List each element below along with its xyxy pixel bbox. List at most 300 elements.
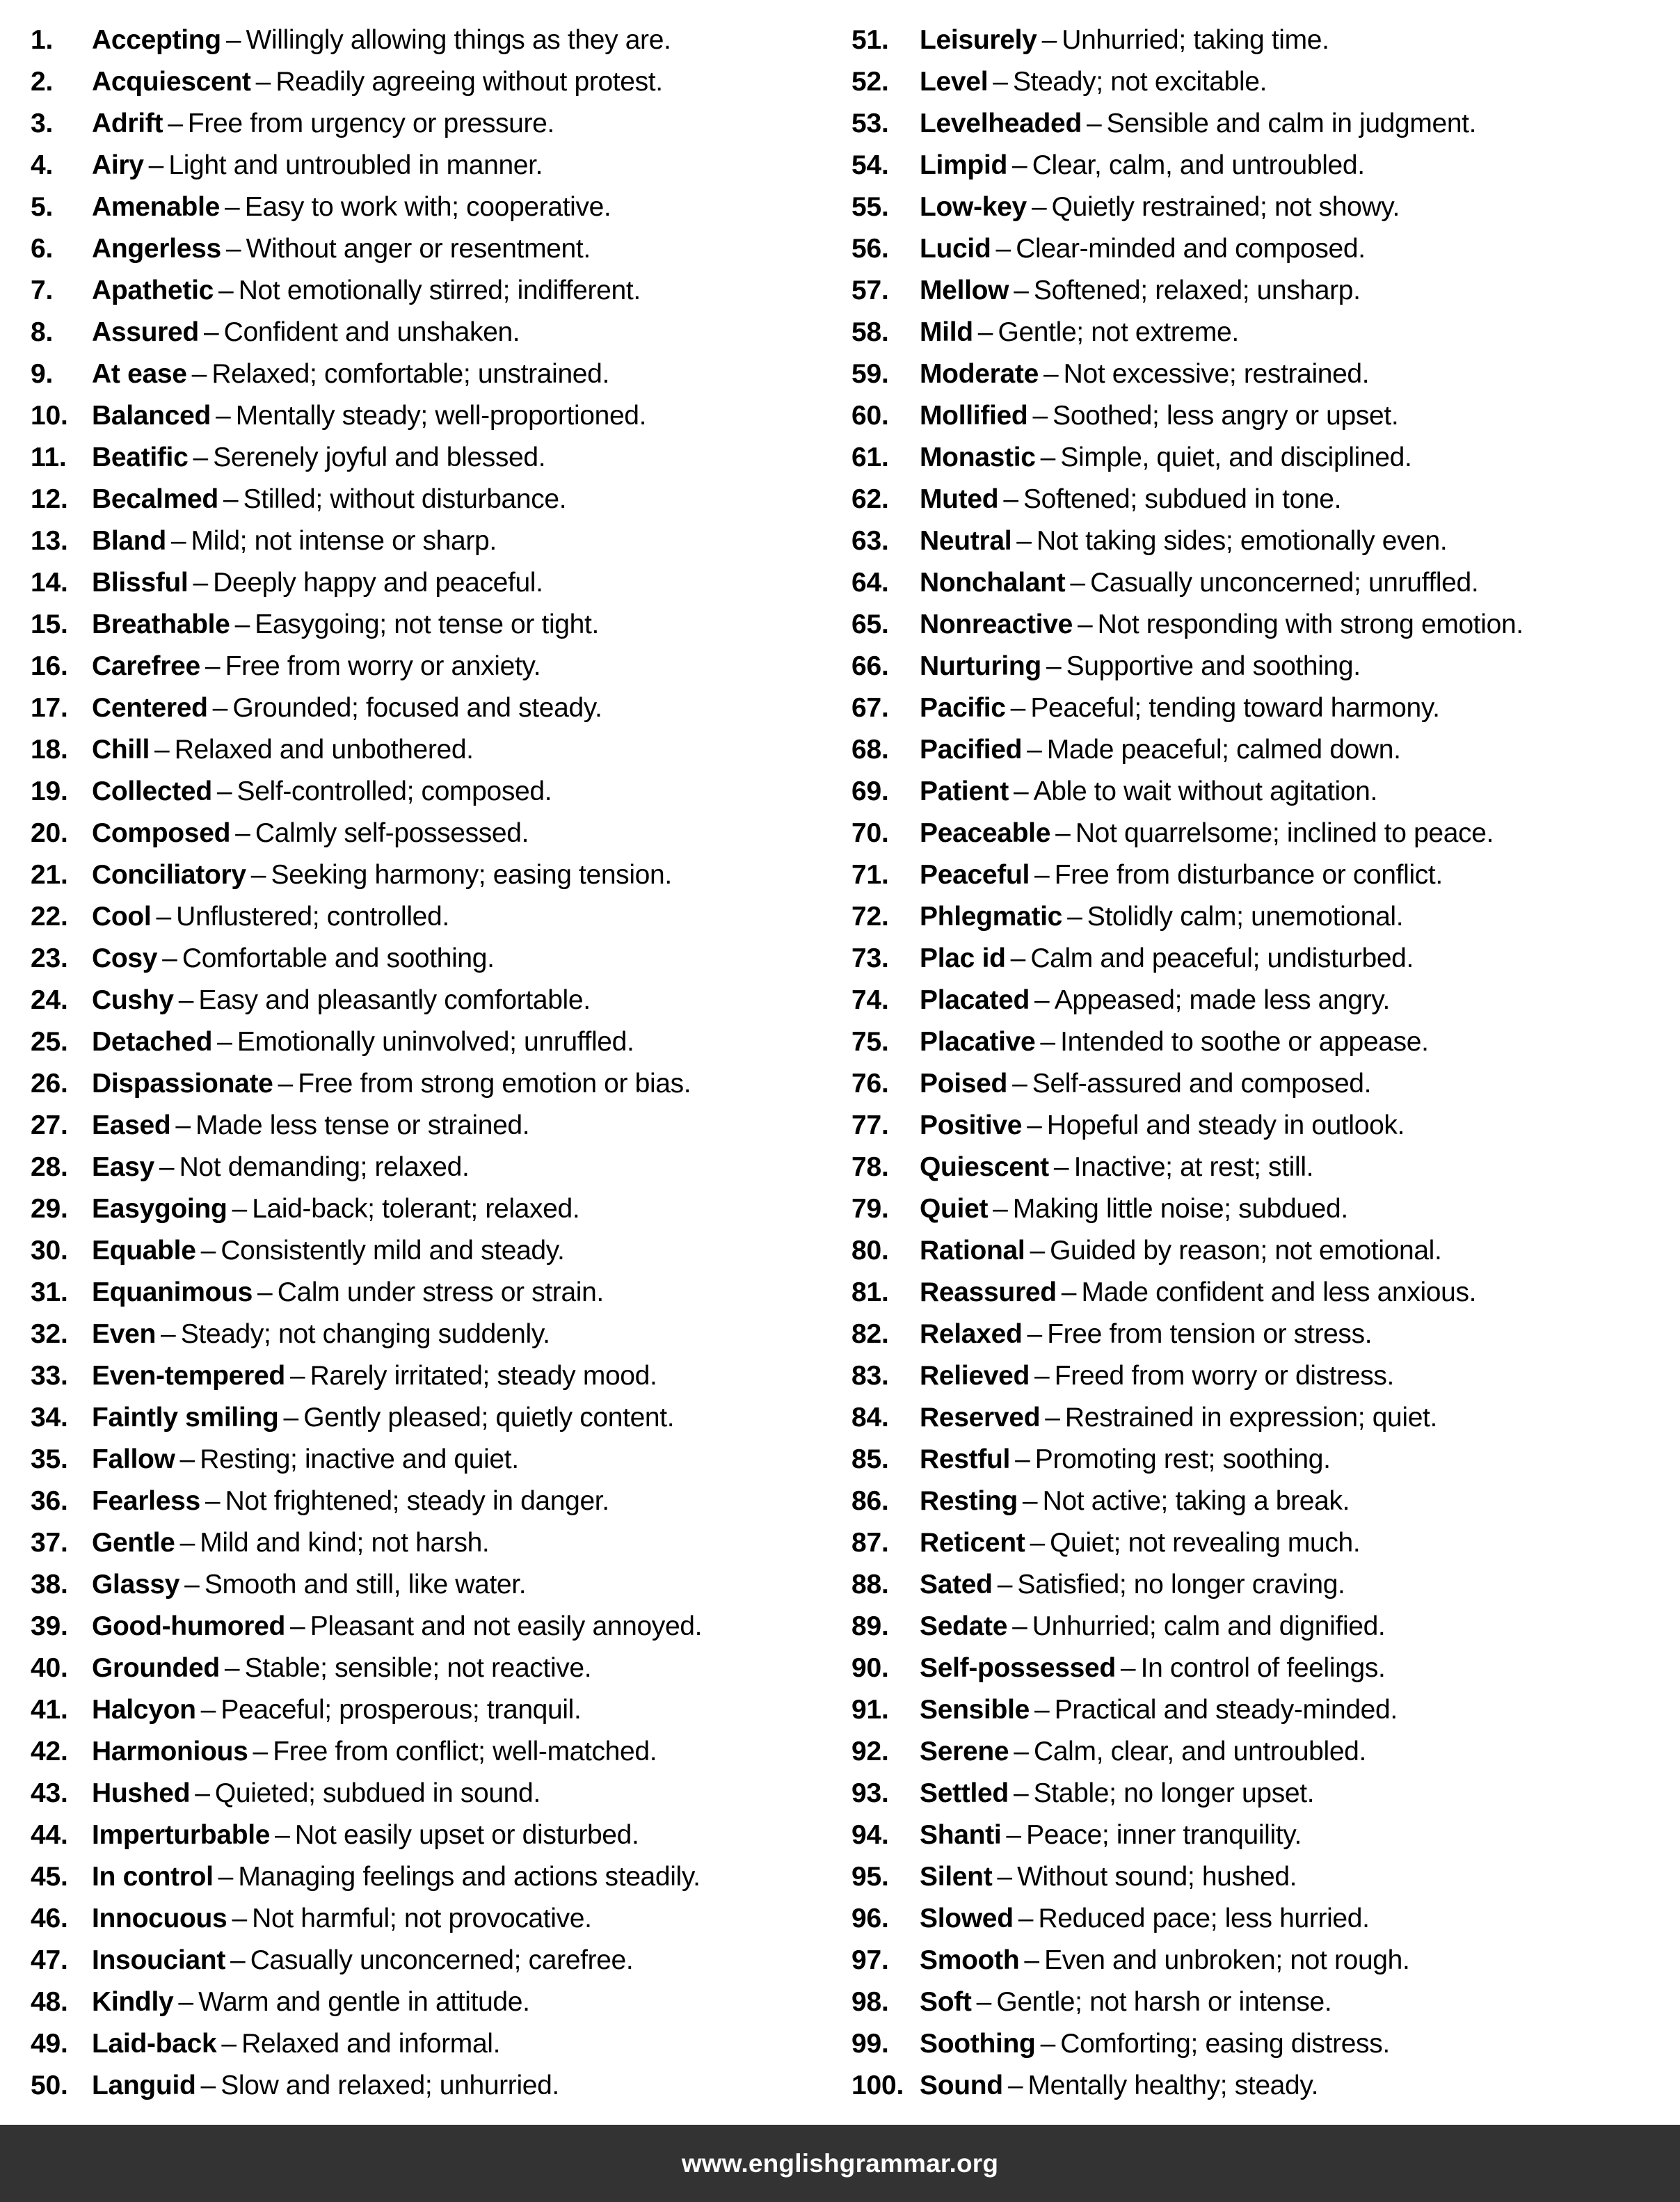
list-item-number: 3. — [31, 109, 54, 138]
list-item-separator: – — [193, 568, 209, 598]
list-item — [31, 395, 833, 437]
list-item-separator: – — [170, 526, 186, 556]
list-item-number: 84. — [851, 1403, 889, 1433]
list-item-term: Pacific — [920, 693, 1006, 723]
list-item-definition: Grounded; focused and steady. — [232, 693, 602, 723]
list-item-number: 36. — [31, 1486, 68, 1516]
list-item-separator: – — [193, 442, 209, 472]
list-item-number: 83. — [851, 1361, 889, 1391]
list-item — [31, 1731, 833, 1773]
list-item-number: 91. — [851, 1695, 889, 1725]
list-item-number: 22. — [31, 902, 68, 932]
list-item-term: Levelheaded — [920, 109, 1082, 138]
list-item-term: Leisurely — [920, 25, 1037, 55]
list-item-definition: Not easily upset or disturbed. — [294, 1820, 639, 1850]
list-item-term: Hushed — [92, 1778, 191, 1808]
list-item — [31, 19, 833, 61]
list-item-number: 98. — [851, 1987, 889, 2017]
list-item-definition: Self-assured and composed. — [1032, 1069, 1372, 1099]
list-item-definition: Consistently mild and steady. — [221, 1236, 565, 1266]
list-item-number: 19. — [31, 776, 68, 806]
list-item-definition: Simple, quiet, and disciplined. — [1060, 442, 1412, 472]
list-item-separator: – — [200, 1695, 216, 1725]
list-item-number: 86. — [851, 1486, 889, 1516]
list-item — [851, 186, 1673, 228]
list-item-separator: – — [191, 359, 207, 389]
list-item-separator: – — [1120, 1653, 1136, 1683]
list-item-definition: Freed from worry or distress. — [1054, 1361, 1395, 1391]
list-item-separator: – — [1032, 401, 1048, 431]
list-item-separator: – — [275, 1820, 290, 1850]
list-item-definition: Easygoing; not tense or tight. — [255, 609, 599, 639]
list-item-term: Equanimous — [92, 1277, 253, 1307]
list-item-term: Innocuous — [92, 1904, 227, 1933]
list-item — [31, 479, 833, 520]
list-item — [851, 604, 1673, 646]
list-item-term: Easygoing — [92, 1194, 227, 1224]
list-item — [31, 1230, 833, 1272]
list-item-definition: Readily agreeing without protest. — [275, 67, 663, 97]
list-item-number: 54. — [851, 150, 889, 180]
list-item-separator: – — [1030, 1236, 1046, 1266]
list-item — [31, 1021, 833, 1063]
list-item-separator: – — [993, 67, 1008, 97]
list-item — [851, 1147, 1673, 1188]
list-item-separator: – — [1040, 2029, 1056, 2059]
list-item-separator: – — [1040, 442, 1056, 472]
list-item-number: 70. — [851, 818, 889, 848]
list-item — [851, 270, 1673, 312]
list-item-term: Sedate — [920, 1611, 1008, 1641]
list-item-definition: Appeased; made less angry. — [1054, 985, 1391, 1015]
list-item-separator: – — [161, 1319, 176, 1349]
list-item-separator: – — [216, 401, 231, 431]
list-item-term: Glassy — [92, 1570, 180, 1599]
list-item — [851, 228, 1673, 270]
list-item-separator: – — [278, 1069, 294, 1099]
list-item-number: 20. — [31, 818, 68, 848]
list-item — [31, 1940, 833, 1981]
list-item-definition: Practical and steady-minded. — [1054, 1695, 1398, 1725]
list-item-number: 44. — [31, 1820, 68, 1850]
list-item-term: Detached — [92, 1027, 213, 1057]
list-item-term: Airy — [92, 150, 144, 180]
list-item-definition: Smooth and still, like water. — [204, 1570, 527, 1599]
list-item-term: Slowed — [920, 1904, 1014, 1933]
list-item-definition: Quieted; subdued in sound. — [214, 1778, 541, 1808]
list-item-definition: Stilled; without disturbance. — [243, 484, 567, 514]
list-item-number: 21. — [31, 860, 68, 890]
list-item — [31, 186, 833, 228]
list-item-definition: Softened; subdued in tone. — [1023, 484, 1342, 514]
list-item-definition: Not emotionally stirred; indifferent. — [238, 276, 641, 305]
list-item-definition: Calm, clear, and untroubled. — [1034, 1737, 1366, 1766]
list-item-definition: Free from tension or stress. — [1047, 1319, 1373, 1349]
list-item-definition: Not quarrelsome; inclined to peace. — [1075, 818, 1494, 848]
list-item-number: 28. — [31, 1152, 68, 1182]
list-item-number: 14. — [31, 568, 68, 598]
list-item — [851, 395, 1673, 437]
footer-website-url[interactable]: www.englishgrammar.org — [681, 2148, 999, 2178]
list-item — [851, 562, 1673, 604]
list-item — [851, 1814, 1673, 1856]
list-item-separator: – — [156, 902, 172, 932]
list-item-separator: – — [225, 25, 241, 55]
list-item-separator: – — [1013, 776, 1029, 806]
list-item — [31, 1188, 833, 1230]
list-item-number: 42. — [31, 1737, 68, 1766]
list-item-number: 74. — [851, 985, 889, 1015]
list-item-term: Fearless — [92, 1486, 200, 1516]
list-item-term: Pacified — [920, 735, 1023, 765]
list-item-term: Kindly — [92, 1987, 174, 2017]
list-item-number: 99. — [851, 2029, 889, 2059]
list-item — [851, 771, 1673, 813]
list-item-term: Reassured — [920, 1277, 1057, 1307]
list-item-term: Accepting — [92, 25, 221, 55]
list-item-definition: Relaxed and informal. — [241, 2029, 501, 2059]
list-item-number: 23. — [31, 943, 68, 973]
list-item-definition: Emotionally uninvolved; unruffled. — [237, 1027, 634, 1057]
list-item-definition: Supportive and soothing. — [1066, 651, 1361, 681]
list-item-separator: – — [1027, 1319, 1043, 1349]
list-item-definition: Made peaceful; calmed down. — [1046, 735, 1401, 765]
list-item-definition: Free from conflict; well-matched. — [273, 1737, 657, 1766]
list-item-separator: – — [232, 1904, 248, 1933]
list-item — [851, 1021, 1673, 1063]
list-item-definition: Quiet; not revealing much. — [1050, 1528, 1361, 1558]
list-item-number: 29. — [31, 1194, 68, 1224]
list-item-separator: – — [977, 317, 993, 347]
list-item-separator: – — [179, 1444, 195, 1474]
list-item-definition: Able to wait without agitation. — [1033, 776, 1377, 806]
list-item-number: 26. — [31, 1069, 68, 1099]
list-item-number: 30. — [31, 1236, 68, 1266]
list-item-number: 15. — [31, 609, 68, 639]
list-item-definition: Restrained in expression; quiet. — [1064, 1403, 1438, 1433]
list-item-number: 77. — [851, 1110, 889, 1140]
list-item-definition: Calm under stress or strain. — [277, 1277, 604, 1307]
list-item-term: Adrift — [92, 109, 163, 138]
list-item-number: 16. — [31, 651, 68, 681]
list-item-separator: – — [1013, 1778, 1029, 1808]
list-item-number: 89. — [851, 1611, 889, 1641]
list-item-number: 27. — [31, 1110, 68, 1140]
list-item — [851, 1522, 1673, 1564]
list-item-definition: Guided by reason; not emotional. — [1050, 1236, 1442, 1266]
list-item — [31, 1981, 833, 2023]
list-item-definition: Made confident and less anxious. — [1081, 1277, 1477, 1307]
list-item-number: 46. — [31, 1904, 68, 1933]
list-item-definition: Even and unbroken; not rough. — [1044, 1945, 1410, 1975]
list-item — [31, 353, 833, 395]
list-item-number: 88. — [851, 1570, 889, 1599]
list-item — [851, 1063, 1673, 1105]
list-item-term: Low-key — [920, 192, 1027, 222]
list-item-separator: – — [1007, 2071, 1023, 2100]
list-item-separator: – — [178, 985, 194, 1015]
list-item-term: Soft — [920, 1987, 972, 2017]
list-item-definition: Without anger or resentment. — [246, 234, 591, 264]
list-item-number: 31. — [31, 1277, 68, 1307]
list-item-term: Quiescent — [920, 1152, 1049, 1182]
list-item-number: 56. — [851, 234, 889, 264]
list-item — [31, 1355, 833, 1397]
list-item — [31, 687, 833, 729]
list-item-definition: Intended to soothe or appease. — [1060, 1027, 1429, 1057]
list-item — [31, 1063, 833, 1105]
list-item — [31, 896, 833, 938]
list-item-definition: Deeply happy and peaceful. — [213, 568, 543, 598]
list-item-number: 67. — [851, 693, 889, 723]
list-item-term: Mild — [920, 317, 973, 347]
list-item-number: 78. — [851, 1152, 889, 1182]
list-item-number: 24. — [31, 985, 68, 1015]
list-item-definition: Warm and gentle in attitude. — [198, 1987, 530, 2017]
list-item — [851, 1355, 1673, 1397]
list-item-definition: Self-controlled; composed. — [237, 776, 552, 806]
list-item-separator: – — [1086, 109, 1102, 138]
list-item — [851, 1981, 1673, 2023]
list-item-term: Peaceful — [920, 860, 1030, 890]
list-item-term: Monastic — [920, 442, 1036, 472]
list-item-separator: – — [1024, 1945, 1040, 1975]
list-item — [31, 1814, 833, 1856]
list-item-term: Nonchalant — [920, 568, 1066, 598]
list-item — [31, 562, 833, 604]
list-item-separator: – — [1010, 693, 1026, 723]
list-item-separator: – — [1041, 25, 1057, 55]
list-item — [851, 1272, 1673, 1314]
list-item-definition: Peaceful; prosperous; tranquil. — [221, 1695, 582, 1725]
list-item-separator: – — [224, 1653, 240, 1683]
list-item-number: 8. — [31, 317, 54, 347]
list-item-number: 85. — [851, 1444, 889, 1474]
list-item-definition: Making little noise; subdued. — [1012, 1194, 1348, 1224]
list-item-number: 82. — [851, 1319, 889, 1349]
list-item-definition: Unflustered; controlled. — [176, 902, 449, 932]
list-item-separator: – — [1040, 1027, 1056, 1057]
list-item-definition: Unhurried; taking time. — [1062, 25, 1329, 55]
list-item-definition: Hopeful and steady in outlook. — [1046, 1110, 1405, 1140]
list-item-separator: – — [162, 943, 177, 973]
list-item-term: Becalmed — [92, 484, 218, 514]
list-item-separator: – — [1010, 943, 1026, 973]
list-item-number: 69. — [851, 776, 889, 806]
list-item-separator: – — [250, 860, 266, 890]
list-item-definition: Light and untroubled in manner. — [168, 150, 543, 180]
list-item-separator: – — [1077, 609, 1093, 639]
list-item-number: 33. — [31, 1361, 68, 1391]
list-item-separator: – — [1022, 1486, 1038, 1516]
list-item — [851, 1188, 1673, 1230]
list-item-definition: Free from disturbance or conflict. — [1054, 860, 1443, 890]
list-item-separator: – — [997, 1862, 1013, 1892]
list-item-number: 40. — [31, 1653, 68, 1683]
list-item — [31, 312, 833, 353]
list-item — [31, 1272, 833, 1314]
list-item-separator: – — [154, 735, 170, 765]
list-item-term: Placative — [920, 1027, 1036, 1057]
list-item — [31, 729, 833, 771]
list-item-separator: – — [1034, 985, 1050, 1015]
list-item-number: 50. — [31, 2071, 68, 2100]
list-item-definition: Quietly restrained; not showy. — [1051, 192, 1400, 222]
list-item-term: Assured — [92, 317, 199, 347]
list-item-definition: Softened; relaxed; unsharp. — [1033, 276, 1361, 305]
list-item-number: 49. — [31, 2029, 68, 2059]
list-item-definition: Not taking sides; emotionally even. — [1036, 526, 1448, 556]
list-item-term: Equable — [92, 1236, 196, 1266]
list-item — [31, 854, 833, 896]
list-item-term: Peaceable — [920, 818, 1051, 848]
list-item — [31, 813, 833, 854]
list-item-separator: – — [997, 1570, 1013, 1599]
list-item-term: Centered — [92, 693, 208, 723]
list-item-term: Conciliatory — [92, 860, 246, 890]
list-item-number: 38. — [31, 1570, 68, 1599]
list-item-number: 65. — [851, 609, 889, 639]
list-item-separator: – — [205, 1486, 221, 1516]
list-item-definition: Mentally healthy; steady. — [1027, 2071, 1319, 2100]
list-item-definition: Peace; inner tranquility. — [1026, 1820, 1302, 1850]
list-item-definition: Seeking harmony; easing tension. — [271, 860, 672, 890]
list-item-definition: Calm and peaceful; undisturbed. — [1030, 943, 1414, 973]
list-item-number: 51. — [851, 25, 889, 55]
list-item-number: 100. — [851, 2071, 904, 2100]
list-item — [31, 1522, 833, 1564]
list-item — [31, 938, 833, 980]
list-item-number: 58. — [851, 317, 889, 347]
list-item — [31, 646, 833, 687]
list-item — [31, 1481, 833, 1522]
list-item-number: 47. — [31, 1945, 68, 1975]
list-item — [851, 479, 1673, 520]
list-item-separator: – — [221, 2029, 237, 2059]
list-item — [31, 604, 833, 646]
list-item-number: 9. — [31, 359, 54, 389]
list-item-number: 2. — [31, 67, 54, 97]
list-item-separator: – — [168, 109, 183, 138]
list-item — [851, 437, 1673, 479]
list-item-term: Muted — [920, 484, 999, 514]
list-item-separator: – — [225, 192, 240, 222]
list-item-number: 4. — [31, 150, 54, 180]
list-item — [31, 1564, 833, 1606]
list-item-definition: Stable; no longer upset. — [1033, 1778, 1315, 1808]
list-item-term: Shanti — [920, 1820, 1002, 1850]
right-column — [842, 19, 1680, 2107]
list-item-number: 90. — [851, 1653, 889, 1683]
list-item-number: 11. — [31, 442, 67, 472]
list-item-definition: Free from urgency or pressure. — [187, 109, 554, 138]
list-item-term: Breathable — [92, 609, 230, 639]
list-item — [851, 938, 1673, 980]
list-item-number: 71. — [851, 860, 889, 890]
list-item-term: Nurturing — [920, 651, 1041, 681]
list-item — [851, 1731, 1673, 1773]
list-item-term: Languid — [92, 2071, 196, 2100]
list-item-separator: – — [1034, 1695, 1050, 1725]
list-item — [851, 729, 1673, 771]
list-item-number: 45. — [31, 1862, 68, 1892]
list-item-separator: – — [1070, 568, 1086, 598]
list-item-number: 12. — [31, 484, 68, 514]
list-item-separator: – — [1045, 1403, 1060, 1433]
list-item — [31, 1856, 833, 1898]
list-item-term: Good-humored — [92, 1611, 286, 1641]
list-item-separator: – — [1018, 1904, 1034, 1933]
list-item-separator: – — [1031, 192, 1047, 222]
list-item — [851, 980, 1673, 1021]
list-item-definition: In control of feelings. — [1140, 1653, 1386, 1683]
list-item-definition: Steady; not changing suddenly. — [180, 1319, 550, 1349]
list-item — [851, 103, 1673, 145]
list-item-number: 32. — [31, 1319, 68, 1349]
list-item-term: Mollified — [920, 401, 1028, 431]
list-item-separator: – — [235, 818, 250, 848]
list-item-term: Self-possessed — [920, 1653, 1116, 1683]
list-item — [31, 1314, 833, 1355]
list-item-separator: – — [289, 1361, 305, 1391]
list-item-number: 7. — [31, 276, 54, 305]
list-item-separator: – — [1016, 526, 1032, 556]
list-item-term: Imperturbable — [92, 1820, 271, 1850]
list-item-definition: Stolidly calm; unemotional. — [1087, 902, 1404, 932]
list-item-term: Angerless — [92, 234, 221, 264]
list-item-definition: Free from strong emotion or bias. — [298, 1069, 691, 1099]
list-item-separator: – — [159, 1152, 175, 1182]
list-item-separator: – — [1053, 1152, 1069, 1182]
list-item-number: 94. — [851, 1820, 889, 1850]
list-item-definition: Steady; not excitable. — [1012, 67, 1267, 97]
list-item-number: 75. — [851, 1027, 889, 1057]
list-item-separator: – — [179, 1528, 195, 1558]
list-item-term: Harmonious — [92, 1737, 248, 1766]
list-item-separator: – — [205, 651, 221, 681]
list-item-definition: Serenely joyful and blessed. — [213, 442, 546, 472]
list-item-definition: Mild; not intense or sharp. — [191, 526, 497, 556]
list-item-term: Carefree — [92, 651, 200, 681]
list-item — [851, 1397, 1673, 1439]
list-item-number: 43. — [31, 1778, 68, 1808]
list-item-term: Phlegmatic — [920, 902, 1063, 932]
list-item — [31, 980, 833, 1021]
list-item-number: 52. — [851, 67, 889, 97]
list-item-definition: Without sound; hushed. — [1017, 1862, 1297, 1892]
list-item-separator: – — [216, 776, 232, 806]
list-item — [31, 1606, 833, 1647]
list-item-separator: – — [1003, 484, 1019, 514]
list-item-separator: – — [223, 484, 239, 514]
list-item-definition: Not excessive; restrained. — [1063, 359, 1370, 389]
list-item — [851, 19, 1673, 61]
list-item-term: Reticent — [920, 1528, 1025, 1558]
list-item — [31, 61, 833, 103]
list-item-number: 41. — [31, 1695, 68, 1725]
list-item — [31, 103, 833, 145]
list-item-number: 60. — [851, 401, 889, 431]
list-item-number: 13. — [31, 526, 68, 556]
list-item-term: Soothing — [920, 2029, 1036, 2059]
list-item-definition: Confident and unshaken. — [223, 317, 520, 347]
list-item-definition: Casually unconcerned; unruffled. — [1090, 568, 1479, 598]
list-item-term: Fallow — [92, 1444, 175, 1474]
list-item-term: Quiet — [920, 1194, 989, 1224]
list-item — [851, 1439, 1673, 1481]
list-item — [31, 270, 833, 312]
list-item-definition: Easy to work with; cooperative. — [244, 192, 611, 222]
